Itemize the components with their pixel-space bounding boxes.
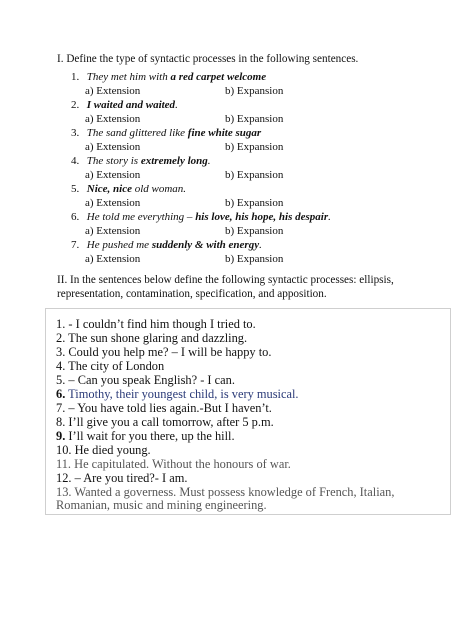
sentence-number: 6.	[56, 387, 66, 401]
question-text-tail: .	[175, 99, 178, 111]
question-number: 5.	[71, 183, 80, 195]
question-emphasis: suddenly & with energy	[151, 239, 260, 251]
question-7	[71, 239, 262, 252]
sentence-number: 12.	[56, 471, 72, 485]
sentence-7	[56, 401, 272, 416]
option-a: a) Extension	[85, 113, 141, 125]
sentence-4	[56, 359, 164, 374]
option-a: a) Extension	[85, 141, 141, 153]
question-text: He pushed me	[86, 239, 152, 251]
question-4	[71, 155, 211, 168]
sentence-number: 1.	[56, 317, 66, 331]
section-2-heading: II. In the sentences below define the following syntactic processes: ellipsis, representation, contamination, specification, and apposition.	[57, 274, 394, 300]
option-b: b) Expansion	[225, 169, 284, 181]
question-number: 4.	[71, 155, 80, 167]
sentence-text: – Are you tired?- I am.	[71, 471, 188, 485]
option-a: a) Extension	[85, 253, 141, 265]
sentence-number: 11.	[56, 457, 72, 471]
sentence-number: 9.	[56, 429, 66, 443]
sentence-text: – You have told lies again.-But I haven’t.	[65, 401, 272, 415]
option-b: b) Expansion	[225, 141, 284, 153]
question-number: 7.	[71, 239, 80, 251]
sentence-number: 2.	[56, 331, 66, 345]
sentence-text: He capitulated. Without the honours of war.	[71, 457, 291, 471]
sentence-number: 5.	[56, 373, 66, 387]
option-b: b) Expansion	[225, 225, 284, 237]
question-emphasis: extremely long	[140, 155, 208, 167]
sentence-6	[56, 387, 299, 402]
sentence-number: 10.	[56, 443, 72, 457]
question-text: The sand glittered like	[86, 127, 188, 139]
question-emphasis: Nice, nice	[86, 183, 132, 195]
question-emphasis: a red carpet welcome	[170, 71, 267, 83]
sentence-text: – Can you speak English? - I can.	[65, 373, 235, 387]
sentence-5	[56, 373, 235, 388]
option-b: b) Expansion	[225, 113, 284, 125]
question-emphasis: his love, his hope, his despair	[195, 211, 329, 223]
sentence-2	[56, 331, 247, 346]
sentence-8	[56, 415, 274, 430]
option-b: b) Expansion	[225, 197, 284, 209]
sentence-text: The city of London	[65, 359, 165, 373]
sentence-9	[56, 429, 235, 444]
sentence-text: The sun shone glaring and dazzling.	[65, 331, 248, 345]
sentence-text: I’ll wait for you there, up the hill.	[65, 429, 235, 443]
sentence-text: He died young.	[71, 443, 151, 457]
question-number: 1.	[71, 71, 80, 83]
sentence-number: 13.	[56, 485, 72, 499]
option-b: b) Expansion	[225, 253, 284, 265]
question-text: They met him with	[86, 71, 171, 83]
sentence-text: Could you help me? – I will be happy to.	[65, 345, 272, 359]
question-emphasis: I waited and waited	[86, 99, 176, 111]
question-emphasis: fine white sugar	[187, 127, 262, 139]
section-1-heading: I. Define the type of syntactic processes in the following sentences.	[57, 53, 359, 65]
sentence-3	[56, 345, 271, 360]
sentence-number: 4.	[56, 359, 66, 373]
question-text: The story is	[86, 155, 141, 167]
question-6	[71, 211, 331, 224]
sentence-1	[56, 317, 256, 332]
option-b: b) Expansion	[225, 85, 284, 97]
sentence-number: 7.	[56, 401, 66, 415]
option-a: a) Extension	[85, 169, 141, 181]
question-text: He told me everything –	[86, 211, 196, 223]
question-number: 2.	[71, 99, 80, 111]
question-text-tail: .	[328, 211, 331, 223]
sentence-10	[56, 443, 151, 458]
option-a: a) Extension	[85, 197, 141, 209]
sentence-number: 3.	[56, 345, 66, 359]
sentence-11	[56, 457, 291, 472]
sentence-text: Wanted a governess. Must possess knowledge of French, Italian,	[71, 485, 395, 499]
sentence-12	[56, 471, 187, 486]
sentence-13-continuation	[56, 498, 267, 513]
sentence-text: Timothy, their youngest child, is very musical.	[65, 387, 299, 401]
question-number: 6.	[71, 211, 80, 223]
question-number: 3.	[71, 127, 80, 139]
sentence-text: - I couldn’t find him though I tried to.	[65, 317, 256, 331]
option-a: a) Extension	[85, 225, 141, 237]
option-a: a) Extension	[85, 85, 141, 97]
question-3	[71, 127, 261, 140]
question-text-tail: old woman.	[131, 183, 187, 195]
question-5	[71, 183, 186, 196]
question-2	[71, 99, 178, 112]
question-text-tail: .	[259, 239, 262, 251]
sentence-text: I’ll give you a call tomorrow, after 5 p.m.	[65, 415, 274, 429]
question-1	[71, 71, 266, 84]
question-text-tail: .	[207, 155, 211, 167]
sentence-text: Romanian, music and mining engineering.	[56, 498, 267, 512]
sentence-number: 8.	[56, 415, 66, 429]
